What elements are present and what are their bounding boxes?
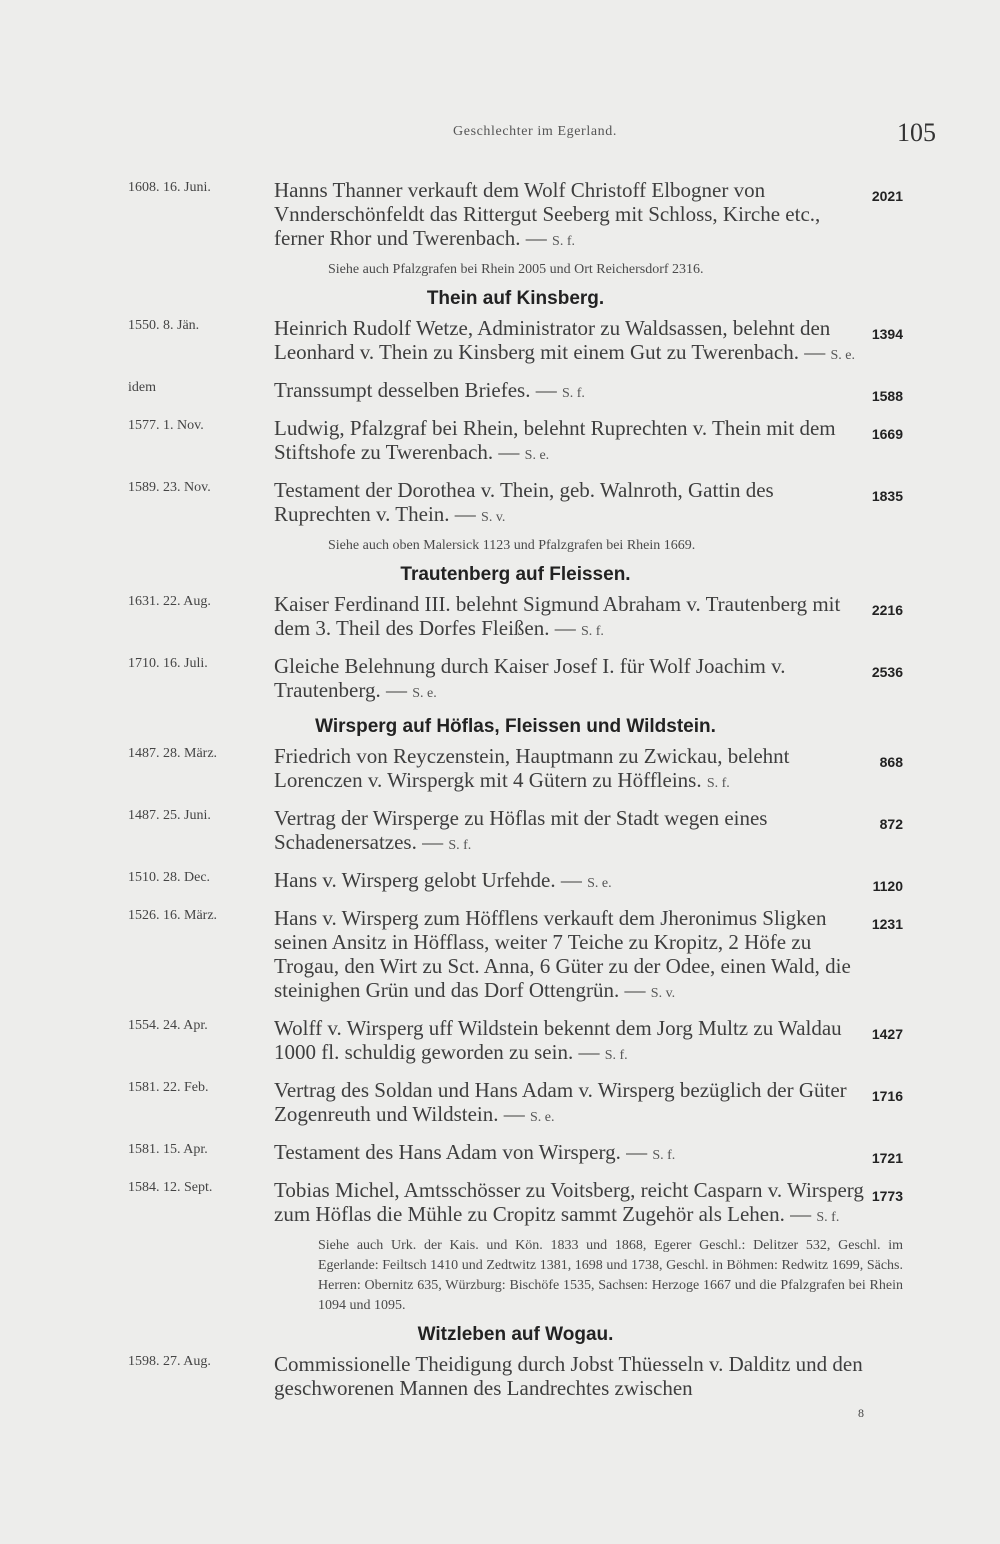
charter-entry: [128, 1016, 903, 1068]
charter-entry: [128, 478, 903, 530]
cross-reference-note: Siehe auch oben Malersick 1123 und Pfalzgrafen bei Rhein 1669.: [328, 538, 696, 553]
charter-entry: [128, 806, 903, 858]
entry-text-block: [274, 1016, 903, 1068]
document-number: 868: [879, 754, 903, 770]
entry-text: Testament des Hans Adam von Wirsperg. —: [274, 1140, 648, 1164]
charter-entry: [128, 1140, 903, 1168]
charter-entry: [128, 654, 903, 706]
entry-date: 1581. 15. Apr.: [128, 1142, 208, 1157]
family-section-heading: Wirsperg auf Höflas, Fleissen und Wildstein.: [315, 716, 716, 737]
entry-text-block: [274, 1078, 903, 1130]
document-number: 1588: [871, 388, 903, 404]
entry-text: Friedrich von Reyczenstein, Hauptmann zu Zwickau, belehnt Lorenczen v. Wirspergk mit 4 Gütern zu Höffleins.: [274, 744, 790, 792]
charter-entry: [128, 416, 903, 468]
entry-text: Testament der Dorothea v. Thein, geb. Walnroth, Gattin des Ruprechten v. Thein. —: [274, 478, 774, 526]
seal-signature: S. e.: [412, 686, 437, 701]
document-number: 2216: [871, 602, 903, 618]
entry-text-block: [274, 592, 903, 644]
entry-text: Hans v. Wirsperg gelobt Urfehde. —: [274, 868, 582, 892]
entry-text-block: [274, 316, 903, 368]
seal-signature: S. f.: [448, 838, 472, 853]
document-number: 1669: [871, 426, 903, 442]
entry-text-block: [274, 906, 903, 1006]
document-number: 1721: [871, 1150, 903, 1166]
entry-text: Tobias Michel, Amtsschösser zu Voitsberg, reicht Casparn v. Wirsperg zum Höflas die Mühle zu Cropitz sammt Zugehör als Lehen. —: [274, 1178, 864, 1226]
entry-text-block: [274, 654, 903, 706]
seal-signature: S. f.: [552, 234, 575, 249]
entry-date: 1598. 27. Aug.: [128, 1354, 211, 1369]
charter-entry: [128, 316, 903, 368]
entry-text: Kaiser Ferdinand III. belehnt Sigmund Abraham v. Trautenberg mit dem 3. Theil des Dorfes Fleißen. —: [274, 592, 841, 640]
seal-signature: S. f.: [604, 1048, 628, 1063]
entry-text: Commissionelle Theidigung durch Jobst Thüesseln v. Dalditz und den geschworenen Mannen des Landrechtes zwischen: [274, 1352, 863, 1400]
seal-signature: S. f.: [706, 776, 730, 791]
entry-date: 1581. 22. Feb.: [128, 1080, 209, 1095]
entry-text: Heinrich Rudolf Wetze, Administrator zu Waldsassen, belehnt den Leonhard v. Thein zu Kinsberg mit einem Gut zu Twerenbach. —: [274, 316, 831, 364]
entry-text: Gleiche Belehnung durch Kaiser Josef I. für Wolf Joachim v. Trautenberg. —: [274, 654, 786, 702]
document-number: 1716: [871, 1088, 903, 1104]
seal-signature: S. f.: [561, 386, 585, 401]
entry-date: 1577. 1. Nov.: [128, 418, 204, 433]
family-section-heading: Witzleben auf Wogau.: [417, 1324, 614, 1345]
cross-reference-note: Siehe auch Pfalzgrafen bei Rhein 2005 und Ort Reichersdorf 2316.: [328, 262, 704, 277]
entry-date: 1710. 16. Juli.: [128, 656, 208, 671]
entry-text-block: [274, 416, 903, 468]
seal-signature: S. f.: [580, 624, 604, 639]
entry-text: Wolff v. Wirsperg uff Wildstein bekennt dem Jorg Multz zu Waldau 1000 fl. schuldig geworden zu sein. —: [274, 1016, 842, 1064]
cross-reference-note: Siehe auch Urk. der Kais. und Kön. 1833 und 1868, Egerer Geschl.: Delitzer 532, Geschl. im Egerlande: Feiltsch 1410 und Zedtwitz 1381, 1698 und 1738, Geschl. in Böhmen: Redwitz 1699, Sächs. Herren: Obernitz 635, Würzburg: Bischöfe 1535, Sachsen: Herzoge 1667 und die Pfalzgrafen bei Rhein 1094 und 1095.: [318, 1238, 903, 1313]
entry-text-block: [274, 378, 903, 406]
document-number: 1231: [871, 916, 903, 932]
charter-entry: [128, 744, 903, 796]
entry-text: Transsumpt desselben Briefes. —: [274, 378, 557, 402]
charter-entry: [128, 1352, 903, 1400]
seal-signature: S. f.: [816, 1210, 840, 1225]
entry-text: Vertrag des Soldan und Hans Adam v. Wirsperg bezüglich der Güter Zogenreuth und Wildstein. —: [274, 1078, 847, 1126]
seal-signature: S. f.: [652, 1148, 676, 1163]
entry-text-block: [274, 1140, 903, 1168]
seal-signature: S. e.: [524, 448, 550, 463]
entry-date: 1554. 24. Apr.: [128, 1018, 208, 1033]
entry-text: Hans v. Wirsperg zum Höfflens verkauft dem Jheronimus Sligken seinen Ansitz in Höfflass, weiter 7 Teiche zu Kropitz, 2 Höfe zu Trogau, den Wirt zu Sct. Anna, 6 Güter zu der Odee, einen Wald, die steinighen Grün und das Dorf Ottengrün. —: [274, 906, 851, 1002]
charter-entry: [128, 868, 903, 896]
document-number: 2021: [871, 188, 903, 204]
entry-text-block: [274, 1178, 903, 1230]
entry-text-block: [274, 806, 903, 858]
entry-text: Hanns Thanner verkauft dem Wolf Christoff Elbogner von Vnnderschönfeldt das Rittergut Seeberg mit Schloss, Kirche etc., ferner Rhor und Twerenbach. —: [274, 178, 821, 250]
seal-signature: S. v.: [650, 986, 676, 1001]
document-number: 1835: [871, 488, 903, 504]
charter-entry: [128, 178, 903, 254]
charter-entry: [128, 906, 903, 1006]
charter-entry: [128, 378, 903, 406]
entry-date: idem: [128, 380, 156, 395]
register-entries: [128, 178, 903, 1410]
seal-signature: S. e.: [529, 1110, 555, 1125]
family-section-heading: Thein auf Kinsberg.: [426, 288, 605, 309]
charter-entry: [128, 1078, 903, 1130]
document-number: 1120: [872, 878, 903, 894]
running-header-title: Geschlechter im Egerland.: [453, 124, 617, 139]
entry-date: 1550. 8. Jän.: [128, 318, 200, 333]
entry-text-block: [274, 178, 903, 254]
entry-text: Vertrag der Wirsperge zu Höflas mit der Stadt wegen eines Schadenersatzes. —: [274, 806, 768, 854]
seal-signature: S. e.: [830, 348, 855, 363]
entry-text-block: [274, 478, 903, 530]
entry-date: 1631. 22. Aug.: [128, 594, 211, 609]
entry-text-block: [274, 1352, 903, 1400]
entry-date: 1510. 28. Dec.: [128, 870, 211, 885]
charter-entry: [128, 1178, 903, 1230]
document-number: 872: [879, 816, 903, 832]
entry-date: 1584. 12. Sept.: [128, 1180, 213, 1195]
document-number: 1427: [871, 1026, 903, 1042]
seal-signature: S. e.: [587, 876, 612, 891]
entry-date: 1526. 16. März.: [128, 908, 218, 923]
printer-signature-mark: 8: [858, 1406, 864, 1420]
document-number: 1394: [871, 326, 903, 342]
entry-text-block: [274, 744, 903, 796]
entry-date: 1487. 25. Juni.: [128, 808, 211, 823]
document-number: 2536: [871, 664, 903, 680]
entry-text-block: [274, 868, 903, 896]
entry-text: Ludwig, Pfalzgraf bei Rhein, belehnt Ruprechten v. Thein mit dem Stiftshofe zu Twerenbach. —: [274, 416, 836, 464]
family-section-heading: Trautenberg auf Fleissen.: [400, 564, 631, 585]
charter-entry: [128, 592, 903, 644]
entry-date: 1608. 16. Juni.: [128, 180, 211, 195]
page-number: 105: [897, 118, 936, 147]
seal-signature: S. v.: [481, 510, 506, 525]
entry-date: 1589. 23. Nov.: [128, 480, 211, 495]
entry-date: 1487. 28. März.: [128, 746, 218, 761]
document-number: 1773: [871, 1188, 903, 1204]
